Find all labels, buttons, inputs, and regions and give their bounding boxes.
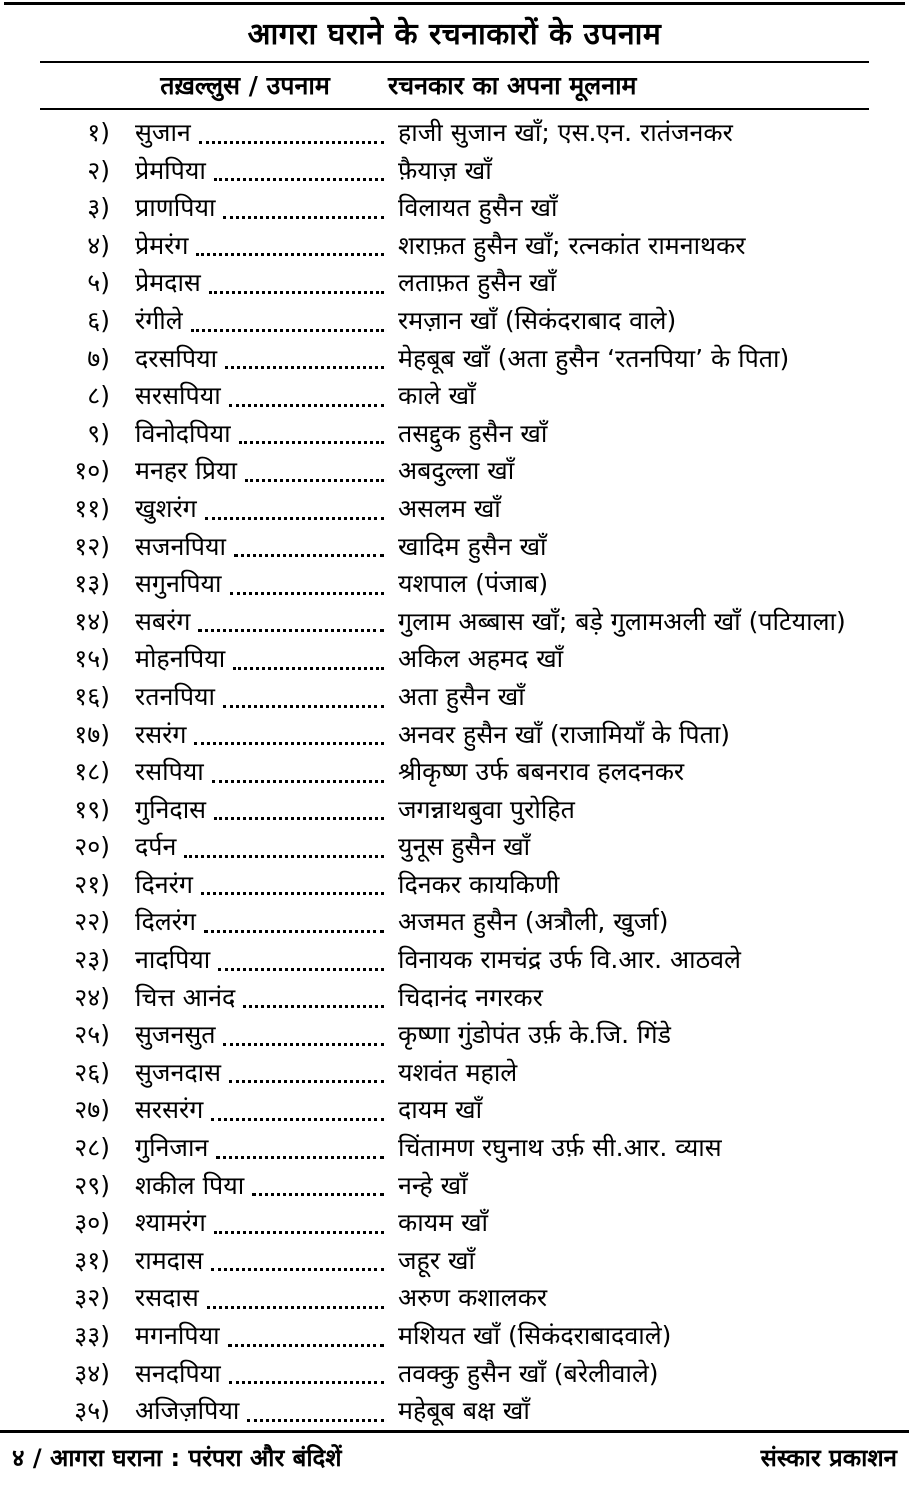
table-row — [40, 1091, 869, 1129]
table-row — [40, 1167, 869, 1205]
pen-name: शकील पिया — [135, 1170, 245, 1200]
pen-name-cell — [135, 452, 390, 490]
pen-name-cell — [135, 1054, 390, 1092]
table-row — [40, 1279, 869, 1317]
real-name: नन्हे खाँ — [398, 1170, 468, 1200]
row-number: १५) — [74, 644, 110, 674]
real-name: कृष्णा गुंडोपंत उर्फ़ के.जि. गिंडे — [398, 1020, 671, 1050]
table-row — [40, 866, 869, 904]
pen-name: दिनरंग — [135, 869, 193, 899]
dotted-leader — [204, 930, 384, 933]
pen-name: सनदपिया — [135, 1358, 221, 1388]
table-row — [40, 678, 869, 716]
pen-name-cell — [135, 678, 390, 716]
real-name: चिंतामण रघुनाथ उर्फ़ सी.आर. व्यास — [398, 1133, 722, 1163]
pen-name-cell — [135, 603, 390, 641]
pen-name: खुशरंग — [135, 493, 197, 523]
real-name: तवक्कु हुसैन खाँ (बरेलीवाले) — [398, 1358, 659, 1388]
table-row — [40, 1317, 869, 1355]
row-number: १) — [87, 118, 110, 147]
pen-name-cell — [135, 791, 390, 829]
dotted-leader — [234, 554, 384, 557]
real-name: अता हुसैन खाँ — [398, 681, 525, 711]
pen-name: अजिज़पिया — [135, 1396, 240, 1426]
row-number: २३) — [74, 945, 110, 975]
real-name: जगन्नाथबुवा पुरोहित — [398, 794, 575, 824]
table-row — [40, 716, 869, 754]
dotted-leader — [245, 479, 384, 482]
pen-name-cell — [135, 1242, 390, 1280]
real-name: यशपाल (पंजाब) — [398, 569, 549, 599]
real-name: काले खाँ — [398, 381, 476, 411]
pen-name: प्राणपिया — [135, 193, 216, 223]
table-row — [40, 903, 869, 941]
real-name: तसद्दुक हुसैन खाँ — [398, 418, 548, 448]
table-body — [40, 114, 869, 1430]
row-number: ३४) — [74, 1358, 110, 1388]
row-number: ८) — [87, 381, 110, 411]
pen-name: रंगीले — [135, 305, 183, 335]
row-number: २) — [87, 155, 110, 185]
row-number: ११) — [74, 493, 110, 523]
row-number: ४) — [87, 230, 110, 260]
pen-name-cell — [135, 1355, 390, 1393]
pen-name-cell — [135, 941, 390, 979]
pen-name-cell — [135, 565, 390, 603]
dotted-leader — [207, 1306, 384, 1309]
pen-name: सबरंग — [135, 606, 191, 636]
dotted-leader — [230, 592, 384, 595]
dotted-leader — [214, 1231, 384, 1234]
real-name: मेहबूब खाँ (अता हुसैन ‘रतनपिया’ के पिता) — [398, 343, 790, 373]
table-row — [40, 640, 869, 678]
dotted-leader — [233, 667, 384, 670]
pen-name: सुजनसुत — [135, 1020, 216, 1050]
real-name: अकिल अहमद खाँ — [398, 644, 564, 674]
dotted-leader — [229, 404, 384, 407]
dotted-leader — [184, 855, 384, 858]
pen-name: प्रेमदास — [135, 268, 201, 298]
pen-name-cell — [135, 227, 390, 265]
page-footer — [0, 1430, 909, 1488]
page-title: आगरा घराने के रचनाकारों के उपनाम — [247, 17, 662, 52]
row-number: १६) — [74, 681, 110, 711]
dotted-leader — [223, 705, 384, 708]
real-name: दायम खाँ — [398, 1095, 483, 1125]
real-name: असलम खाँ — [398, 493, 501, 523]
row-number: २८) — [74, 1133, 110, 1163]
dotted-leader — [205, 517, 384, 520]
real-name: खादिम हुसैन खाँ — [398, 531, 547, 561]
row-number: ३३) — [74, 1321, 110, 1350]
pen-name-cell — [135, 1204, 390, 1242]
real-name: गुलाम अब्बास खाँ; बड़े गुलामअली खाँ (पटियाला) — [398, 606, 846, 636]
table-row — [40, 1392, 869, 1430]
real-name: फ़ैयाज़ खाँ — [398, 155, 492, 185]
dotted-leader — [225, 366, 384, 369]
pen-name: मगनपिया — [135, 1321, 220, 1350]
table-row — [40, 152, 869, 190]
real-name: श्रीकृष्ण उर्फ बबनराव हलदनकर — [398, 757, 685, 787]
real-name: युनूस हुसैन खाँ — [398, 832, 531, 862]
pen-name-cell — [135, 1392, 390, 1430]
pen-name: मोहनपिया — [135, 644, 226, 674]
row-number: ३२) — [74, 1283, 110, 1313]
pen-name-cell — [135, 640, 390, 678]
pen-name: रसपिया — [135, 757, 204, 787]
dotted-leader — [211, 1118, 384, 1121]
dotted-leader — [228, 1344, 384, 1347]
dotted-leader — [198, 629, 384, 632]
table-row — [40, 1242, 869, 1280]
dotted-leader — [243, 1005, 384, 1008]
pen-name: सुजान — [135, 118, 191, 147]
real-name: शराफ़त हुसैन खाँ; रत्नकांत रामनाथकर — [398, 230, 746, 260]
row-number: १४) — [74, 606, 110, 636]
real-name: अरुण कशालकर — [398, 1283, 548, 1313]
pen-name: विनोदपिया — [135, 418, 231, 448]
table-row — [40, 340, 869, 378]
pen-name: दर्पन — [135, 832, 177, 862]
row-number: ६) — [87, 305, 110, 335]
header-divider — [40, 108, 869, 110]
real-name: अबदुल्ला खाँ — [398, 456, 515, 486]
row-number: २२) — [74, 907, 110, 937]
dotted-leader — [211, 1268, 384, 1271]
table-row — [40, 1355, 869, 1393]
pen-name: चित्त आनंद — [135, 982, 236, 1012]
dotted-leader — [212, 780, 384, 783]
real-name: विनायक रामचंद्र उर्फ वि.आर. आठवले — [398, 945, 741, 975]
dotted-leader — [229, 1080, 384, 1083]
real-name: महेबूब बक्ष खाँ — [398, 1396, 530, 1426]
row-number: २४) — [74, 982, 110, 1012]
row-number: ७) — [87, 343, 110, 373]
footer-left-text: ४ / आगरा घराना : परंपरा और बंदिशें — [12, 1444, 342, 1472]
row-number: ३०) — [74, 1208, 110, 1238]
pen-name-cell — [135, 903, 390, 941]
table-row — [40, 1016, 869, 1054]
header-pen-name-column: तख़ल्लुस / उपनाम — [160, 71, 330, 100]
row-number: १२) — [74, 531, 110, 561]
row-number: २५) — [74, 1020, 110, 1050]
table-row — [40, 828, 869, 866]
pen-name: सुजनदास — [135, 1057, 221, 1087]
table-row — [40, 979, 869, 1017]
pen-name: प्रेमरंग — [135, 230, 189, 260]
dotted-leader — [247, 1419, 384, 1422]
dotted-leader — [199, 141, 384, 144]
table-row — [40, 603, 869, 641]
real-name: विलायत हुसैन खाँ — [398, 193, 558, 223]
pen-name-cell — [135, 377, 390, 415]
table-row — [40, 114, 869, 152]
pen-name-cell — [135, 114, 390, 152]
pen-name-cell — [135, 716, 390, 754]
dotted-leader — [218, 968, 384, 971]
row-number: २९) — [74, 1170, 110, 1200]
real-name: दिनकर कायकिणी — [398, 869, 560, 899]
pen-name: रामदास — [135, 1245, 204, 1275]
pen-name: नादपिया — [135, 945, 211, 975]
pen-name-cell — [135, 1279, 390, 1317]
row-number: ५) — [87, 268, 110, 298]
pen-name-cell — [135, 1129, 390, 1167]
table-row — [40, 528, 869, 566]
pen-name: दरसपिया — [135, 343, 218, 373]
row-number: २०) — [74, 832, 110, 862]
dotted-leader — [194, 742, 384, 745]
table-row — [40, 490, 869, 528]
row-number: ९) — [87, 418, 110, 448]
pen-name-cell — [135, 152, 390, 190]
pen-name-cell — [135, 828, 390, 866]
dotted-leader — [239, 441, 384, 444]
pen-name-cell — [135, 528, 390, 566]
table-row — [40, 941, 869, 979]
row-number: ३१) — [74, 1245, 110, 1275]
table-row — [40, 189, 869, 227]
pen-name: मनहर प्रिया — [135, 456, 237, 486]
top-rule — [4, 2, 905, 5]
real-name: यशवंत महाले — [398, 1057, 518, 1087]
pen-name: गुनिजान — [135, 1133, 209, 1163]
real-name: जहूर खाँ — [398, 1245, 475, 1275]
pen-name: दिलरंग — [135, 907, 197, 937]
table-row — [40, 377, 869, 415]
real-name: हाजी सुजान खाँ; एस.एन. रातंजनकर — [398, 118, 733, 147]
row-number: १०) — [74, 456, 110, 486]
dotted-leader — [209, 291, 384, 294]
dotted-leader — [223, 1043, 384, 1046]
real-name: अनवर हुसैन खाँ (राजामियाँ के पिता) — [398, 719, 731, 749]
dotted-leader — [214, 817, 384, 820]
row-number: २१) — [74, 869, 110, 899]
pen-name: सरसपिया — [135, 381, 221, 411]
pen-name-cell — [135, 1016, 390, 1054]
table-row — [40, 264, 869, 302]
pen-name-cell — [135, 1167, 390, 1205]
dotted-leader — [223, 216, 384, 219]
row-number: ३) — [87, 193, 110, 223]
real-name: चिदानंद नगरकर — [398, 982, 543, 1012]
row-number: २६) — [74, 1057, 110, 1087]
row-number: २७) — [74, 1095, 110, 1125]
row-number: १९) — [74, 794, 110, 824]
pen-name: रसदास — [135, 1283, 199, 1313]
pen-name: रसरंग — [135, 719, 187, 749]
pen-name: सरसरंग — [135, 1095, 204, 1125]
dotted-leader — [191, 329, 384, 332]
table-row — [40, 753, 869, 791]
row-number: १८) — [74, 757, 110, 787]
table-row — [40, 791, 869, 829]
footer-right-text: संस्कार प्रकाशन — [760, 1444, 897, 1472]
dotted-leader — [216, 1156, 384, 1159]
real-name: मशियत खाँ (सिकंदराबादवाले) — [398, 1321, 672, 1350]
pen-name: सगुनपिया — [135, 569, 222, 599]
real-name: कायम खाँ — [398, 1208, 488, 1238]
pen-name-cell — [135, 979, 390, 1017]
table-row — [40, 227, 869, 265]
dotted-leader — [214, 178, 384, 181]
dotted-leader — [229, 1381, 384, 1384]
table-row — [40, 302, 869, 340]
pen-name-cell — [135, 264, 390, 302]
header-real-name-column: रचनकार का अपना मूलनाम — [388, 71, 637, 100]
pen-name-cell — [135, 753, 390, 791]
row-number: १७) — [74, 719, 110, 749]
pen-name: प्रेमपिया — [135, 155, 206, 185]
real-name: लताफ़त हुसैन खाँ — [398, 268, 557, 298]
pen-name: गुनिदास — [135, 794, 207, 824]
pen-name-cell — [135, 490, 390, 528]
pen-name-cell — [135, 1317, 390, 1355]
table-row — [40, 1054, 869, 1092]
table-row — [40, 1129, 869, 1167]
table-row — [40, 565, 869, 603]
real-name: रमज़ान खाँ (सिकंदराबाद वाले) — [398, 305, 677, 335]
table-row — [40, 452, 869, 490]
pen-name-cell — [135, 340, 390, 378]
table-row — [40, 1204, 869, 1242]
pen-name: सजनपिया — [135, 531, 226, 561]
pen-name-cell — [135, 189, 390, 227]
row-number: ३५) — [74, 1396, 110, 1426]
pen-name: श्यामरंग — [135, 1208, 206, 1238]
table-header — [40, 63, 869, 108]
pen-name: रतनपिया — [135, 681, 216, 711]
pen-name-cell — [135, 415, 390, 453]
real-name: अजमत हुसैन (अत्रौली, खुर्जा) — [398, 907, 669, 937]
dotted-leader — [252, 1193, 384, 1196]
pen-name-cell — [135, 866, 390, 904]
pen-name-cell — [135, 302, 390, 340]
pen-name-cell — [135, 1091, 390, 1129]
row-number: १३) — [74, 569, 110, 599]
dotted-leader — [196, 253, 384, 256]
table-row — [40, 415, 869, 453]
dotted-leader — [201, 892, 384, 895]
